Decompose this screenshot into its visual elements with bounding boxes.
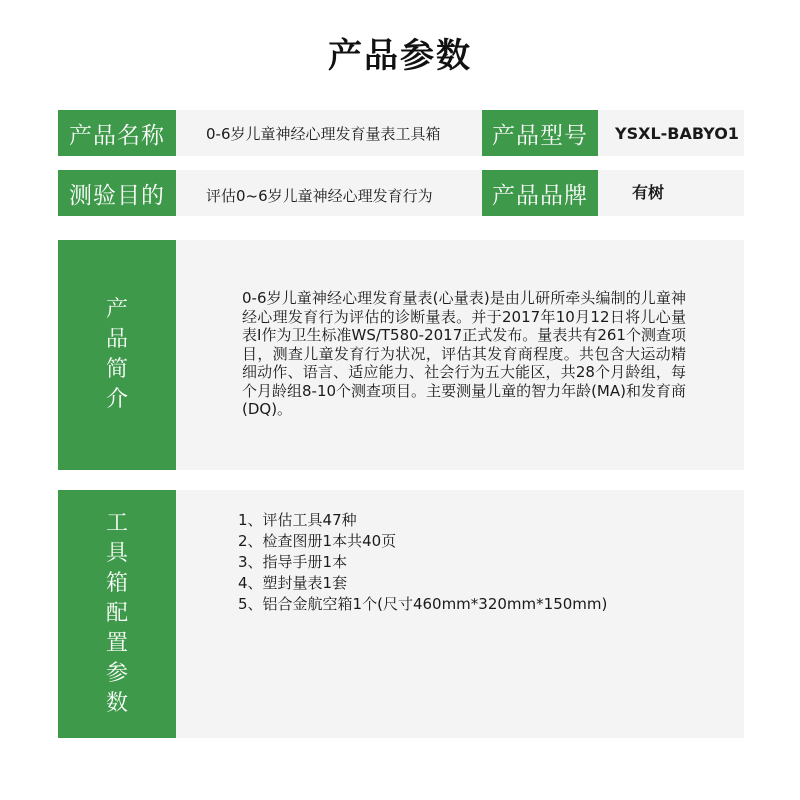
spec-value-model: YSXL-BABYO1 [615, 123, 739, 143]
intro-label [58, 240, 176, 470]
config-list [238, 510, 718, 615]
config-item: 5、铝合金航空箱1个(尺寸460mm*320mm*150mm) [238, 595, 608, 613]
config-label [58, 490, 176, 738]
intro-label-text: 产品简介 [105, 297, 128, 412]
spec-value-purpose: 评估0~6岁儿童神经心理发育行为 [206, 186, 433, 205]
config-item: 1、评估工具47种 [238, 511, 357, 529]
spec-value-product-name: 0-6岁儿童神经心理发育量表工具箱 [206, 124, 441, 143]
spec-label-model: 产品型号 [482, 110, 598, 156]
spec-label-purpose: 测验目的 [58, 170, 176, 216]
spec-value-brand: 有树 [632, 182, 665, 202]
config-item: 3、指导手册1本 [238, 553, 348, 571]
config-item: 2、检查图册1本共40页 [238, 532, 397, 550]
config-item: 4、塑封量表1套 [238, 574, 348, 592]
spec-label-product-name: 产品名称 [58, 110, 176, 156]
config-label-text: 工具箱配置参数 [105, 511, 128, 716]
spec-label-brand: 产品品牌 [482, 170, 598, 216]
intro-text: 0-6岁儿童神经心理发育量表(心量表)是由儿研所牵头编制的儿童神经心理发育行为评估的诊断量表。并于2017年10月12日将儿心量表Ⅰ作为卫生标准WS/T580-2017正式发布。量表共有261个测查项目，测查儿童发育行为状况，评估其发育商程度。共包含大运动精细动作、语言、适应能力、社会行为五大能区，共28个月龄组，每个月龄组8-10个测查项目。主要测量儿童的智力年龄(MA)和发育商(DQ)。 [242, 289, 686, 418]
page-title: 产品参数 [328, 36, 472, 76]
